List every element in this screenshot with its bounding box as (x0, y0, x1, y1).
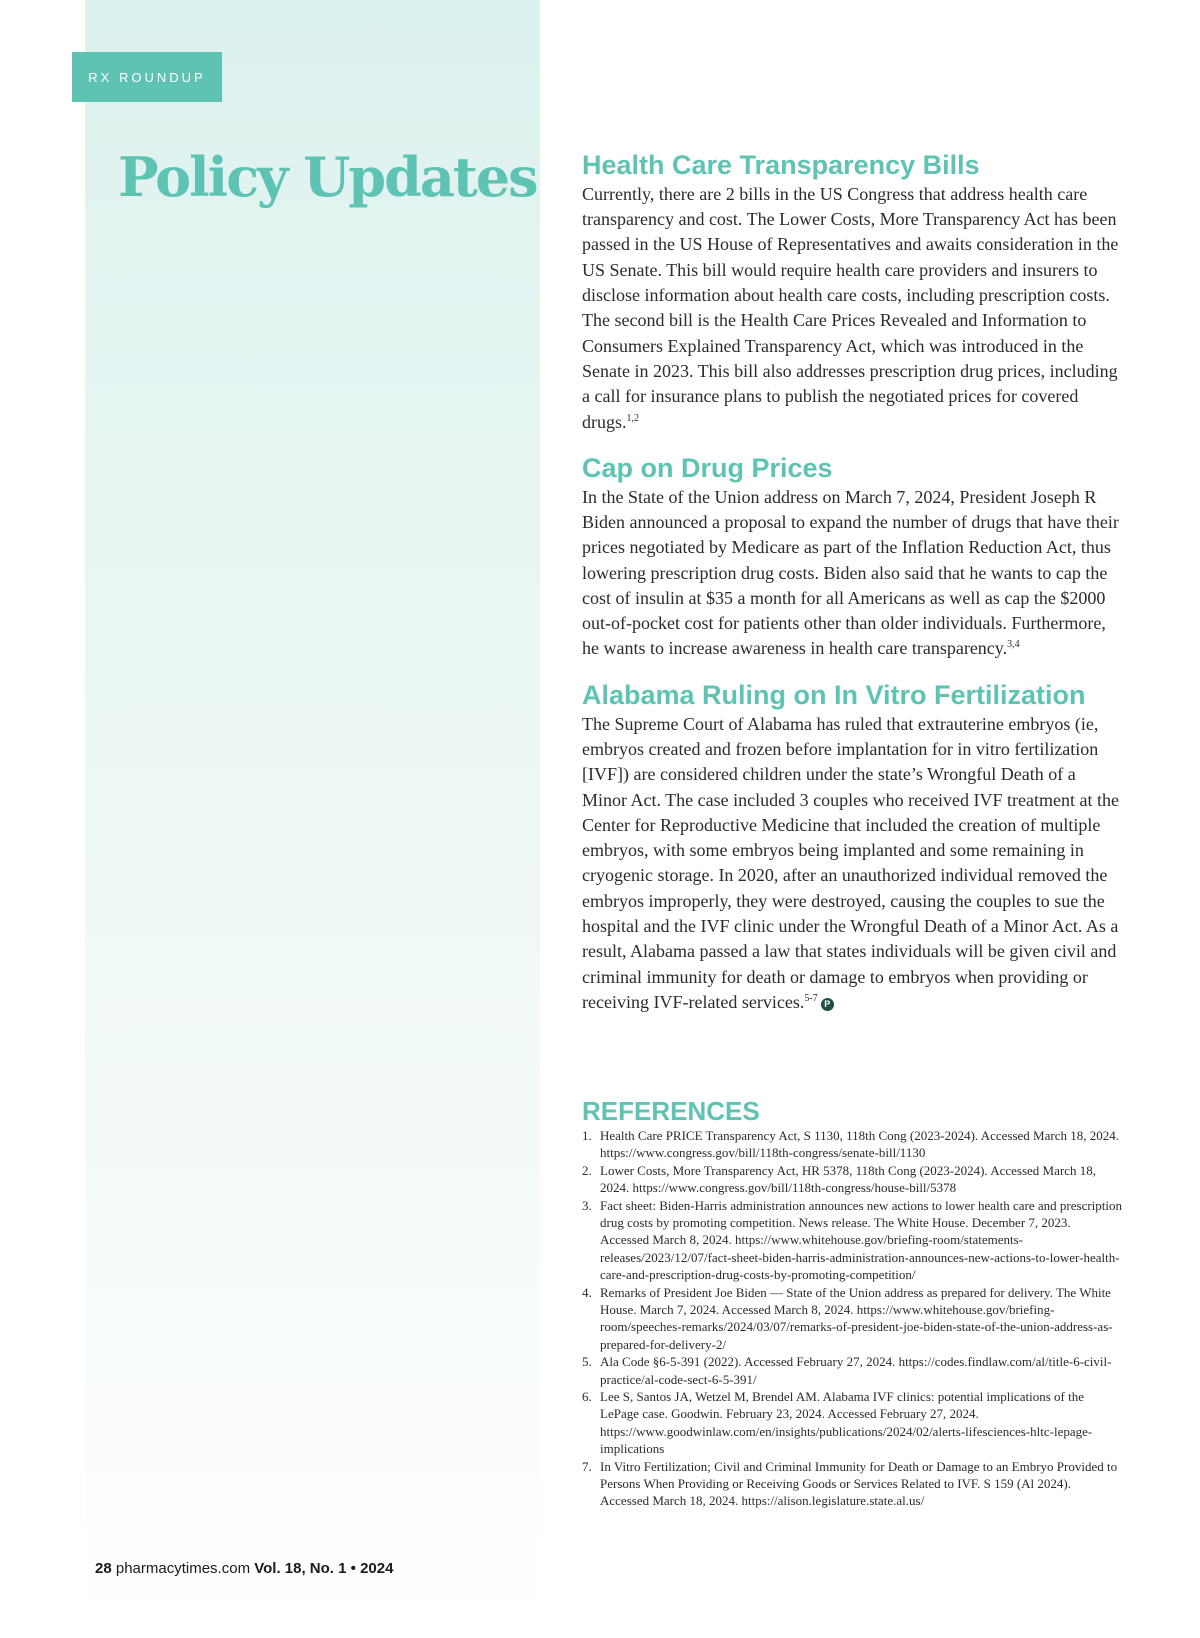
reference-item (582, 1353, 1122, 1388)
reference-text: Remarks of President Joe Biden — State of the Union address as prepared for delivery. The White House. March 7, 2024. Accessed March 8, 2024. https://www.whitehouse.gov/briefing-room/speeches-remarks/2024/03/07/remarks-of-president-joe-biden-state-of-the-union-address-as-prepared-for-delivery-2/ (600, 1284, 1113, 1352)
reference-item (582, 1197, 1122, 1284)
references-heading: REFERENCES (582, 1096, 760, 1126)
section-tab: RX ROUNDUP (72, 52, 222, 102)
reference-text: Ala Code §6-5-391 (2022). Accessed February 27, 2024. https://codes.findlaw.com/al/title-6-civil-practice/al-code-sect-6-5-391/ (600, 1354, 1112, 1387)
page-footer (95, 1560, 393, 1577)
article-text: The Supreme Court of Alabama has ruled that extrauterine embryos (ie, embryos created and frozen before implantation for in vitro fertilization [IVF]) are considered children under the state’s Wrongful Death of a Minor Act. The case included 3 couples who received IVF treatment at the Center for Reproductive Medicine that included the creation of multiple embryos, with some embryos being implanted and some remaining in cryogenic storage. In 2020, after an unauthorized individual removed the embryos improperly, they were destroyed, causing the couples to sue the hospital and the IVF clinic under the Wrongful Death of a Minor Act. As a result, Alabama passed a law that states individuals will be given civil and criminal immunity for death or damage to embryos when providing or receiving IVF-related services. (582, 713, 1119, 1012)
page-number: 28 (95, 1560, 112, 1577)
reference-number: 1. (582, 1127, 592, 1143)
reference-text: Health Care PRICE Transparency Act, S 1130, 118th Cong (2023-2024). Accessed March 18, 2024. https://www.congress.gov/bill/118th-congress/senate-bill/1130 (600, 1127, 1119, 1161)
article-body (582, 182, 1122, 435)
reference-number: 5. (582, 1354, 592, 1370)
article-heading: Cap on Drug Prices (582, 452, 833, 483)
article-column (582, 150, 1122, 1033)
reference-number: 4. (582, 1284, 592, 1300)
article-text: In the State of the Union address on March 7, 2024, President Joseph R Biden announced a proposal to expand the number of drugs that have their prices negotiated by Medicare as part of the Inflation Reduction Act, thus lowering prescription drug costs. Biden also said that he wants to cap the cost of insulin at $35 a month for all Americans as well as cap the $2000 out-of-pocket cost for patients other than older individuals. Furthermore, he wants to increase awareness in health care transparency. (582, 486, 1119, 659)
reference-item (582, 1284, 1122, 1354)
article-drug-price-cap (582, 453, 1122, 662)
article-heading: Health Care Transparency Bills (582, 150, 980, 180)
end-mark-icon: P (821, 998, 834, 1011)
reference-item (582, 1127, 1122, 1162)
references-section (582, 1097, 1122, 1510)
left-panel-background (85, 0, 540, 1638)
references-list (582, 1127, 1122, 1510)
citation: 5-7 (804, 992, 818, 1004)
site-name: pharmacytimes.com (115, 1560, 251, 1577)
article-body (582, 712, 1122, 1016)
article-text: Currently, there are 2 bills in the US Congress that address health care transparency and cost. The Lower Costs, More Transparency Act has been passed in the US House of Representatives and awaits consideration in the US Senate. This bill would require health care providers and insurers to disclose information about health care costs, including prescription costs. The second bill is the Health Care Prices Revealed and Information to Consumers Explained Transparency Act, which was introduced in the Senate in 2023. This bill also addresses prescription drug prices, including a call for insurance plans to publish the negotiated prices for covered drugs. (582, 183, 1119, 432)
reference-text: Fact sheet: Biden-Harris administration announces new actions to lower health care and prescription drug costs by promoting competition. News release. The White House. December 7, 2023. Accessed March 8, 2024. https://www.whitehouse.gov/briefing-room/statements-releases/2023/12/07/fact-sheet-biden-harris-administration-announces-new-actions-to-lower-health-care-and-prescription-drug-costs-by-promoting-competition/ (600, 1197, 1122, 1283)
reference-text: In Vitro Fertilization; Civil and Criminal Immunity for Death or Damage to an Embryo Provided to Persons When Providing or Receiving Goods or Services Related to IVF. S 159 (Al 2024). Accessed March 18, 2024. https://alison.legislature.state.al.us/ (600, 1458, 1118, 1509)
article-transparency-bills (582, 150, 1122, 435)
article-heading: Alabama Ruling on In Vitro Fertilization (582, 679, 1086, 710)
article-alabama-ivf (582, 680, 1122, 1015)
citation: 3,4 (1007, 639, 1020, 651)
reference-number: 7. (582, 1458, 592, 1474)
issue-info: Vol. 18, No. 1 • 2024 (254, 1560, 394, 1577)
reference-item (582, 1388, 1122, 1458)
page-title: Policy Updates (118, 145, 537, 209)
reference-item (582, 1458, 1122, 1510)
reference-text: Lee S, Santos JA, Wetzel M, Brendel AM. Alabama IVF clinics: potential implications of the LePage case. Goodwin. February 23, 2024. Accessed February 27, 2024. https://www.goodwinlaw.com/en/insights/publications/2024/02/alerts-lifesciences-hltc-lepage-implications (600, 1388, 1093, 1457)
reference-number: 6. (582, 1388, 592, 1404)
citation: 1,2 (626, 412, 639, 424)
article-body (582, 485, 1122, 662)
reference-text: Lower Costs, More Transparency Act, HR 5378, 118th Cong (2023-2024). Accessed March 18, 2024. https://www.congress.gov/bill/118th-congress/house-bill/5378 (600, 1162, 1096, 1196)
reference-number: 2. (582, 1162, 592, 1178)
reference-item (582, 1162, 1122, 1197)
reference-number: 3. (582, 1197, 592, 1213)
